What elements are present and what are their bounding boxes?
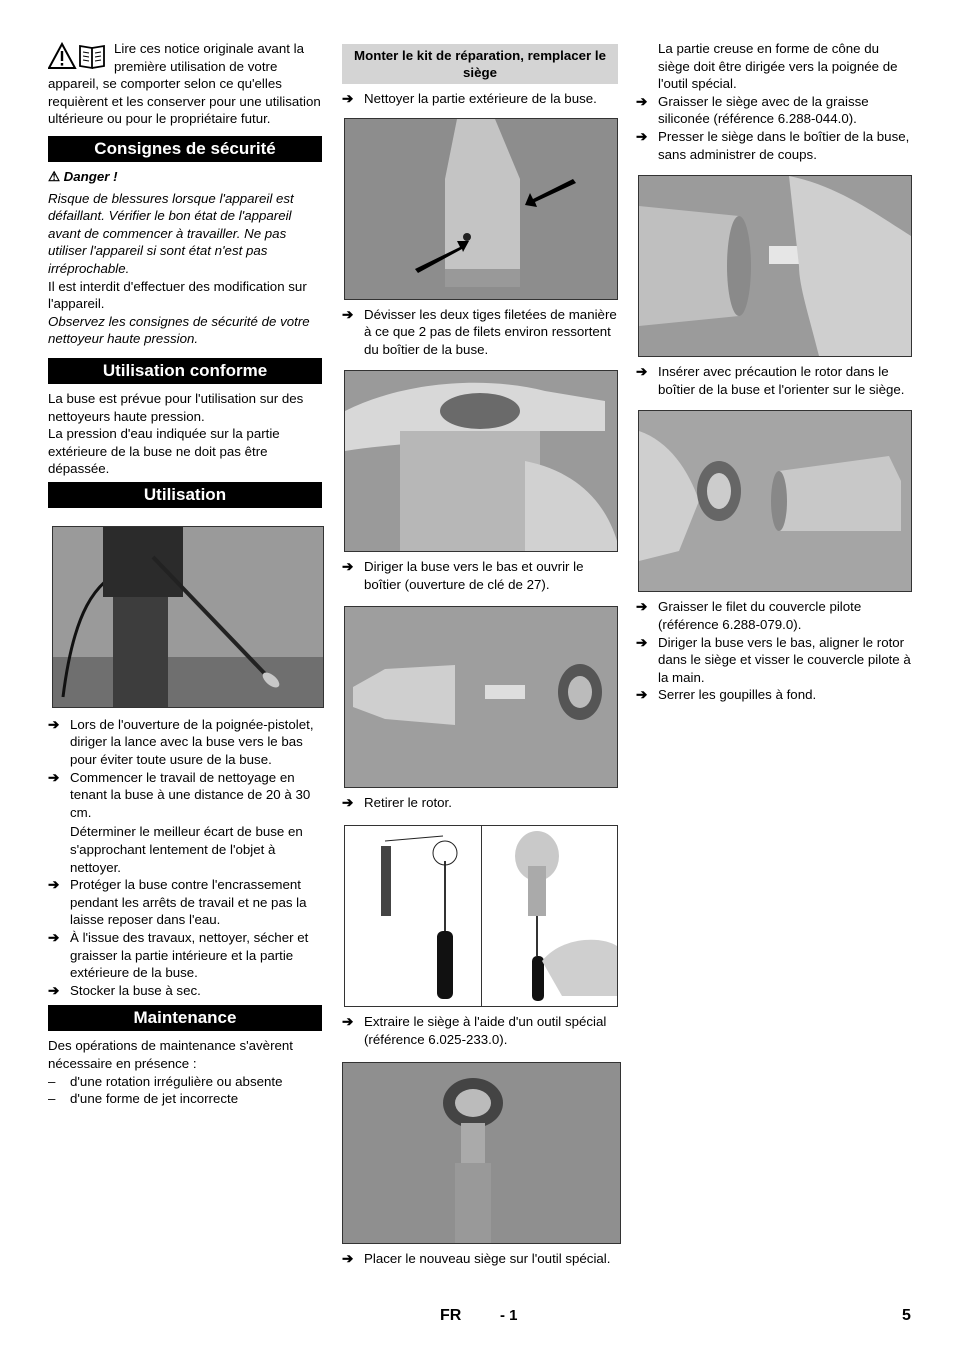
section-heading-repair-kit: Monter le kit de réparation, remplacer le siège — [342, 44, 618, 84]
safety-text-1: Risque de blessures lorsque l'appareil est défaillant. Vérifier le bon état de l'appareil avant de commencer à travailler. Ne pas utiliser l'appareil si sont état n'est pas irréprochable. — [48, 190, 294, 276]
intro-text: Lire ces notice originale avant la première utilisation de votre appareil, se comporter selon ce qu'elles requièrent et les conserver pour une utilisation ultérieure ou pour le propriétaire futur. — [48, 41, 321, 127]
proper-use-text-2: La pression d'eau indiquée sur la partie extérieure de la buse ne doit pas être dépassée. — [48, 426, 280, 477]
photo-operator-with-lance — [52, 526, 324, 708]
photo-special-tool-pair — [344, 825, 618, 1007]
photo-press-seat — [638, 175, 912, 357]
repair-step-10: ➔ Graisser le filet du couvercle pilote (référence 6.288-079.0). — [636, 599, 862, 632]
footer-section: - 1 — [500, 1307, 518, 1324]
repair-step-1: ➔ Nettoyer la partie extérieure de la buse. — [342, 91, 597, 106]
safety-text-3: Observez les consignes de sécurité de votre nettoyeur haute pression. — [48, 313, 310, 347]
repair-continuation: La partie creuse en forme de cône du siège doit être dirigée vers la poignée de l'outil spécial. — [658, 41, 898, 92]
usage-step-4: ➔ À l'issue des travaux, nettoyer, sécher et graisser la partie intérieure et la partie extérieure de la buse. — [48, 930, 309, 981]
danger-label: ⚠ Danger ! — [48, 168, 118, 184]
photo-nozzle-screws — [344, 118, 618, 300]
repair-step-2: ➔ Dévisser les deux tiges filetées de manière à ce que 2 pas de filets environ ressortent du boîtier de la buse. — [342, 306, 617, 357]
page-number: 5 — [902, 1307, 911, 1324]
photo-seat-on-tool — [342, 1062, 621, 1244]
repair-step-9: ➔ Insérer avec précaution le rotor dans le boîtier de la buse et l'orienter sur le siège. — [636, 364, 905, 397]
column-left — [48, 40, 322, 1108]
footer-language: FR — [440, 1307, 462, 1324]
repair-step-7: ➔ Graisser le siège avec de la graisse siliconée (référence 6.288-044.0). — [636, 93, 869, 127]
column-right — [636, 40, 912, 704]
maintenance-item-1: – d'une rotation irrégulière ou absente — [48, 1073, 283, 1089]
usage-step-2-note: Déterminer le meilleur écart de buse en s'approchant lentement de l'objet à nettoyer. — [70, 824, 303, 875]
photo-tool-in-housing — [482, 826, 617, 1006]
repair-step-3: ➔ Diriger la buse vers le bas et ouvrir le boîtier (ouverture de clé de 27). — [342, 559, 584, 592]
photo-special-tool — [345, 826, 482, 1006]
repair-step-12: ➔ Serrer les goupilles à fond. — [636, 687, 817, 703]
section-heading-proper-use: Utilisation conforme — [48, 358, 322, 384]
proper-use-text-1: La buse est prévue pour l'utilisation sur des nettoyeurs haute pression. — [48, 390, 304, 424]
maintenance-item-2: – d'une forme de jet incorrecte — [48, 1091, 239, 1107]
warning-icon: ⚠ — [48, 168, 60, 184]
repair-step-5: ➔ Extraire le siège à l'aide d'un outil spécial (référence 6.025-233.0). — [342, 1014, 607, 1047]
repair-step-8: ➔ Presser le siège dans le boîtier de la buse, sans administrer de coups. — [636, 128, 910, 162]
intro-block — [48, 40, 322, 128]
repair-step-6: ➔ Placer le nouveau siège sur l'outil spécial. — [342, 1251, 611, 1267]
photo-insert-rotor — [638, 410, 912, 592]
section-heading-maintenance: Maintenance — [48, 1005, 322, 1031]
usage-step-1: ➔ Lors de l'ouverture de la poignée-pistolet, diriger la lance avec la buse vers le bas pour éviter toute usure de la buse. — [48, 716, 314, 768]
maintenance-text: Des opérations de maintenance s'avèrent nécessaire en présence : — [48, 1038, 293, 1071]
repair-step-4: ➔ Retirer le rotor. — [342, 794, 452, 810]
safety-text-2: Il est interdit d'effectuer des modification sur l'appareil. — [48, 278, 307, 312]
usage-step-5: ➔ Stocker la buse à sec. — [48, 982, 201, 998]
usage-step-2: ➔ Commencer le travail de nettoyage en tenant la buse à une distance de 20 à 30 cm. — [48, 769, 311, 820]
section-heading-usage: Utilisation — [48, 482, 322, 508]
photo-wrench-open-housing — [344, 370, 618, 552]
repair-step-11: ➔ Diriger la buse vers le bas, aligner le rotor dans le siège et visser le couvercle pilote à la main. — [636, 634, 911, 685]
warning-manual-icon — [48, 42, 110, 70]
usage-step-3: ➔ Protéger la buse contre l'encrassement pendant les arrêts de travail et ne pas la laisse reposer dans l'eau. — [48, 877, 307, 928]
section-heading-safety: Consignes de sécurité — [48, 136, 322, 162]
photo-disassembled-nozzle — [344, 606, 618, 788]
column-middle — [342, 40, 618, 1268]
